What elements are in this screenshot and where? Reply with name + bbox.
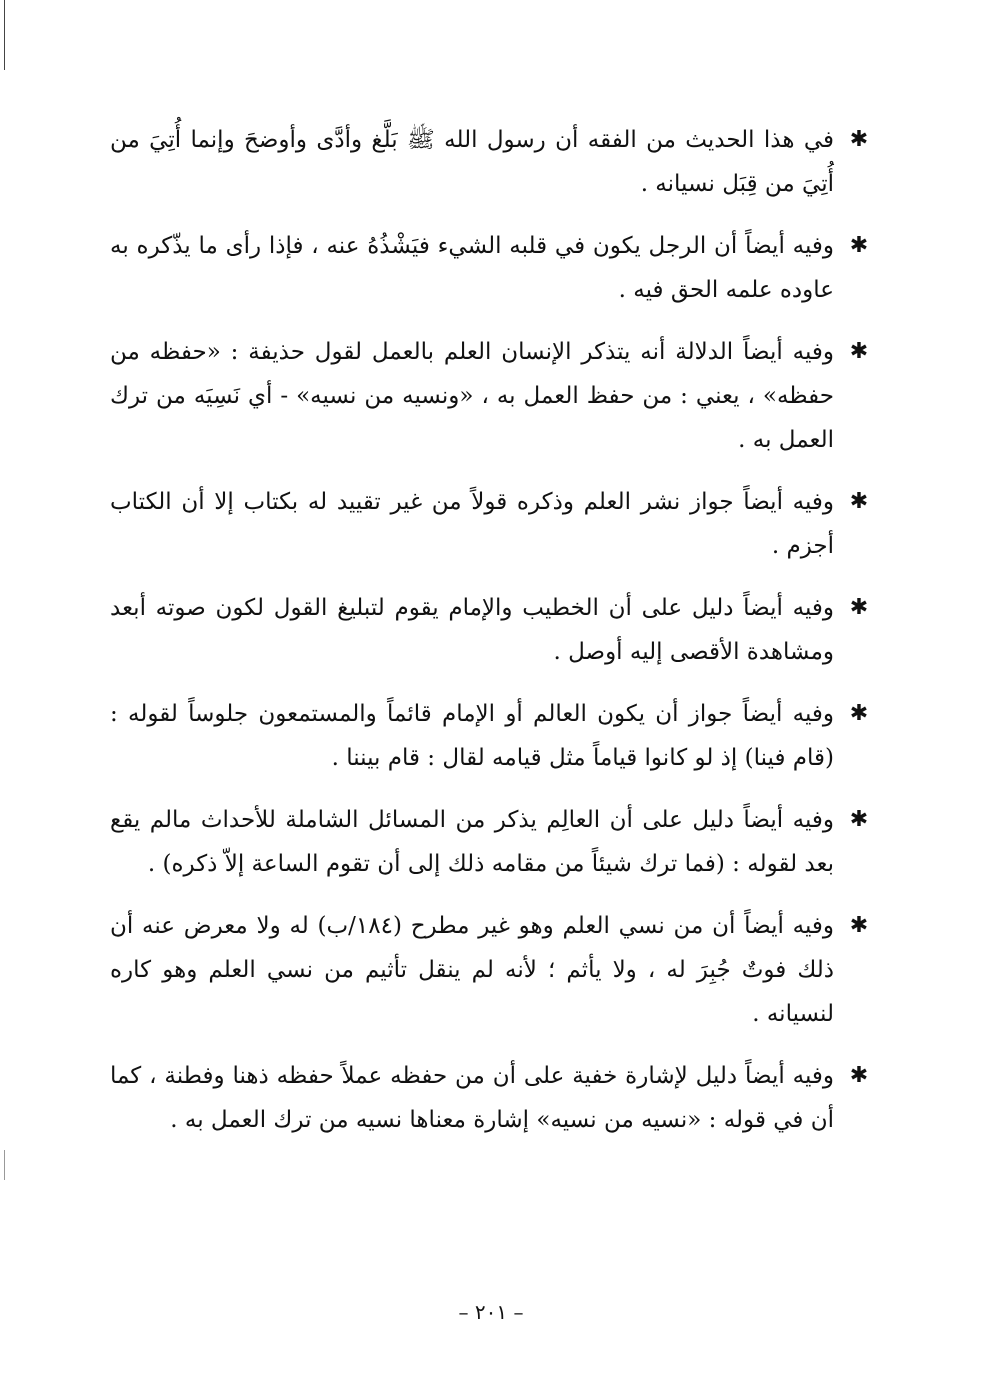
paragraph-5 [110, 586, 874, 674]
paragraph-1 [110, 118, 874, 206]
paragraph-text: وفيه أيضاً أن من نسي العلم وهو غير مطرح (١٨٤/ب) له ولا معرض عنه أن ذلك فوتٌ جُبِرَ له ، ولا يأثم ؛ لأنه لم ينقل تأثيم من نسي العلم وهو كاره لنسيانه . [110, 913, 834, 1027]
bullet-icon: ✱ [849, 489, 869, 514]
paragraph-8 [110, 904, 874, 1036]
paragraph-text: وفيه أيضاً جواز أن يكون العالم أو الإمام قائماً والمستمعون جلوساً لقوله : (قام فينا) إذ لو كانوا قياماً مثل قيامه لقال : قام بيننا . [110, 701, 834, 771]
bullet-icon: ✱ [849, 127, 869, 152]
paragraph-4 [110, 480, 874, 568]
bullet-icon: ✱ [849, 701, 869, 726]
paragraph-2 [110, 224, 874, 312]
page-body [110, 118, 874, 1160]
bullet-icon: ✱ [849, 595, 869, 620]
page-number: – ٢٠١ – [458, 1300, 524, 1324]
paragraph-text: وفيه أيضاً دليل على أن الخطيب والإمام يقوم لتبليغ القول لكون صوته أبعد ومشاهدة الأقصى إليه أوصل . [110, 595, 834, 665]
bullet-icon: ✱ [849, 807, 869, 832]
paragraph-text: وفيه أيضاً أن الرجل يكون في قلبه الشيء فيَشْذُهُ عنه ، فإذا رأى ما يذّكره به عاوده علمه الحق فيه . [110, 233, 834, 303]
paragraph-3 [110, 330, 874, 462]
bullet-icon: ✱ [849, 1063, 869, 1088]
bullet-icon: ✱ [849, 339, 869, 364]
bullet-icon: ✱ [849, 233, 869, 258]
paragraph-7 [110, 798, 874, 886]
bullet-icon: ✱ [849, 913, 869, 938]
paragraph-text: وفيه أيضاً دليل على أن العالِم يذكر من المسائل الشاملة للأحداث مالم يقع بعد لقوله : (فما ترك شيئاً من مقامه ذلك إلى أن تقوم الساعة إلاّ ذكره) . [110, 807, 834, 877]
paragraph-text: وفيه أيضاً جواز نشر العلم وذكره قولاً من غير تقييد له بكتاب إلا أن الكتاب أجزم . [110, 489, 834, 559]
scan-edge-line [4, 0, 5, 70]
paragraph-text: في هذا الحديث من الفقه أن رسول الله ﷺ بَلَّغ وأدَّى وأوضحَ وإنما أُتِيَ من أُتِيَ من قِبَل نسيانه . [110, 127, 834, 197]
scan-edge-line-lower [4, 1150, 5, 1180]
paragraph-text: وفيه أيضاً دليل لإشارة خفية على أن من حفظه عملاً حفظه ذهنا وفطنة ، كما أن في قوله : «نسيه من نسيه» إشارة معناها نسيه من ترك العمل به . [110, 1063, 834, 1133]
paragraph-6 [110, 692, 874, 780]
paragraph-9 [110, 1054, 874, 1142]
paragraph-text: وفيه أيضاً الدلالة أنه يتذكر الإنسان العلم بالعمل لقول حذيفة : «حفظه من حفظه» ، يعني : من حفظ العمل به ، «ونسيه من نسيه» - أي نَسِيَه من ترك العمل به . [110, 339, 834, 453]
